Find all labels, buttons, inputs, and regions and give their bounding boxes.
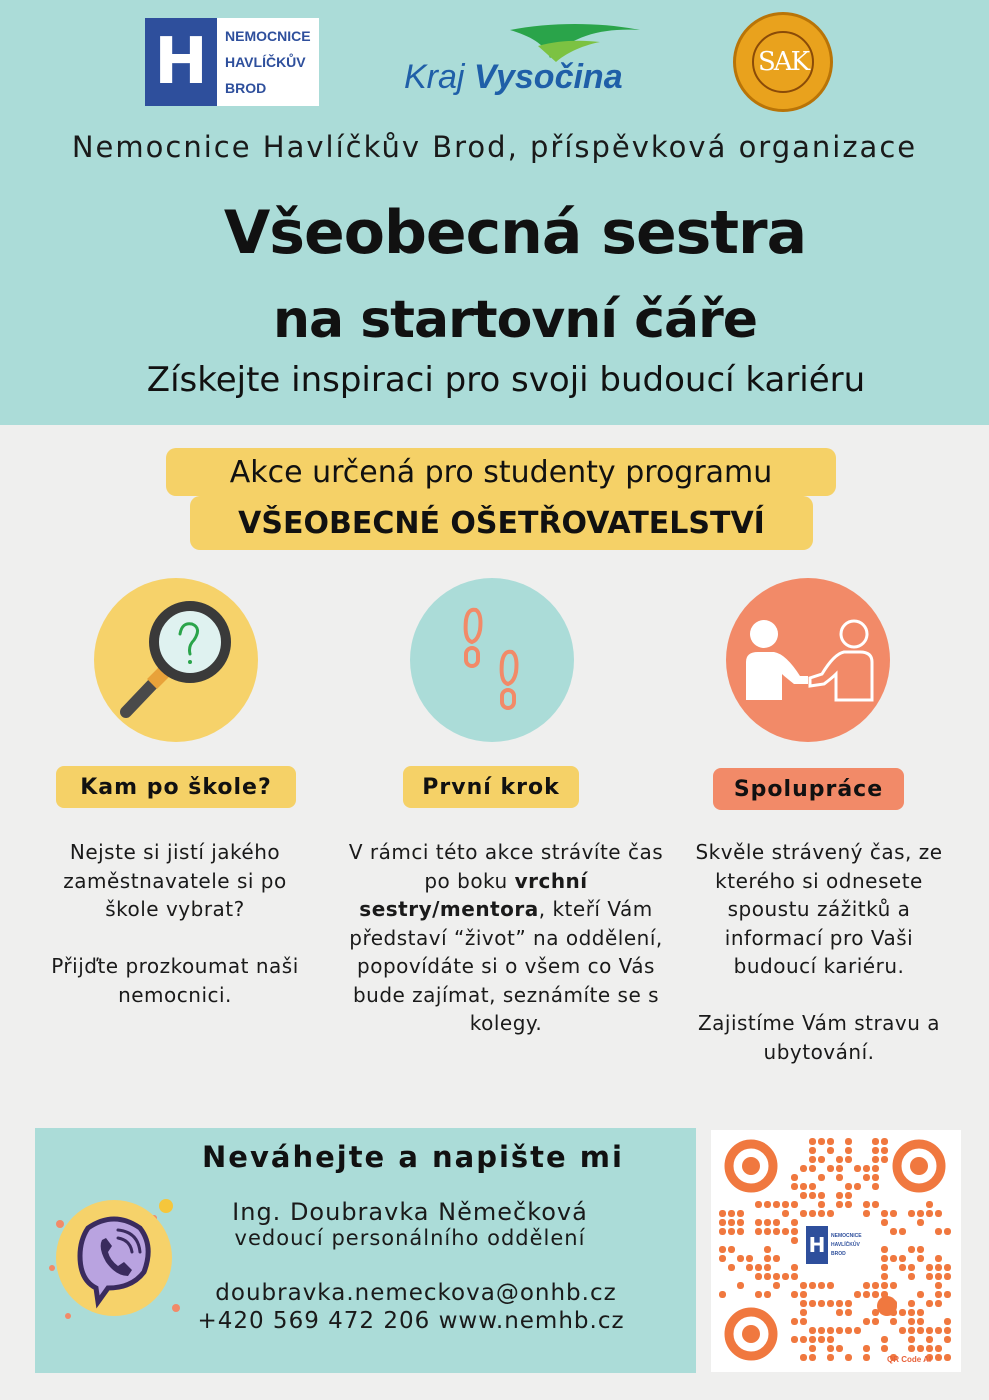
qr-module [917, 1255, 924, 1262]
qr-module [926, 1273, 933, 1280]
qr-module [809, 1300, 816, 1307]
qr-module [935, 1210, 942, 1217]
qr-module [791, 1219, 798, 1226]
qr-module [836, 1327, 843, 1334]
qr-module [917, 1291, 924, 1298]
qr-module [863, 1354, 870, 1361]
qr-module [809, 1327, 816, 1334]
hospital-logo [145, 18, 319, 106]
qr-module [872, 1147, 879, 1154]
qr-module [899, 1309, 906, 1316]
qr-module [935, 1228, 942, 1235]
qr-module [890, 1210, 897, 1217]
qr-module [773, 1255, 780, 1262]
qr-module [872, 1174, 879, 1181]
qr-module [719, 1228, 726, 1235]
qr-module [818, 1192, 825, 1199]
qr-module [944, 1354, 951, 1361]
qr-module [863, 1201, 870, 1208]
qr-module [854, 1165, 861, 1172]
qr-module [827, 1354, 834, 1361]
qr-module [764, 1255, 771, 1262]
qr-module [935, 1255, 942, 1262]
footprints-icon [410, 578, 574, 742]
qr-module [872, 1201, 879, 1208]
hospital-logo-line: NEMOCNICE [225, 28, 311, 44]
qr-module [872, 1318, 879, 1325]
qr-module [881, 1336, 888, 1343]
qr-module [809, 1354, 816, 1361]
page-title-line1: Všeobecná sestra [223, 198, 807, 268]
qr-module [836, 1300, 843, 1307]
qr-module [746, 1264, 753, 1271]
qr-center-logo-line: BROD [831, 1250, 846, 1257]
accreditation-seal-inner [752, 31, 814, 93]
qr-module [881, 1255, 888, 1262]
qr-module [890, 1228, 897, 1235]
column-paragraph: Zajistíme Vám stravu a ubytování. [697, 1011, 941, 1064]
qr-module [872, 1309, 879, 1316]
qr-module [872, 1282, 879, 1289]
qr-module [764, 1291, 771, 1298]
qr-module [764, 1246, 771, 1253]
qr-module [782, 1210, 789, 1217]
qr-center-logo-text [828, 1232, 862, 1259]
qr-module [917, 1345, 924, 1352]
qr-module [908, 1318, 915, 1325]
qr-module [755, 1201, 762, 1208]
qr-module [755, 1264, 762, 1271]
qr-module [890, 1282, 897, 1289]
qr-module [782, 1273, 789, 1280]
qr-module [737, 1255, 744, 1262]
qr-module [881, 1264, 888, 1271]
contact-role: vedoucí personálního oddělení [234, 1226, 586, 1250]
qr-module [944, 1318, 951, 1325]
qr-module [935, 1327, 942, 1334]
qr-module [827, 1336, 834, 1343]
column-text-part: V rámci této akce strávíte čas po boku [348, 840, 664, 893]
column-text-after-school [40, 838, 310, 1009]
hospital-logo-text [217, 23, 311, 101]
qr-module [773, 1201, 780, 1208]
qr-module [800, 1318, 807, 1325]
qr-module [872, 1183, 879, 1190]
qr-module [908, 1273, 915, 1280]
audience-banner-line2: VŠEOBECNÉ OŠETŘOVATELSTVÍ [190, 496, 813, 550]
hospital-logo-mark [145, 18, 217, 106]
qr-module [926, 1201, 933, 1208]
qr-module [719, 1255, 726, 1262]
qr-module [944, 1336, 951, 1343]
qr-module [773, 1219, 780, 1226]
qr-module [818, 1156, 825, 1163]
region-logo-word: Kraj [404, 58, 465, 96]
qr-module [836, 1174, 843, 1181]
viber-phone-icon [48, 1188, 188, 1328]
qr-module [845, 1138, 852, 1145]
qr-module [719, 1291, 726, 1298]
hospital-logo-line: BROD [225, 80, 267, 96]
hospital-logo-letter: H [154, 25, 208, 99]
qr-module [926, 1327, 933, 1334]
qr-module [800, 1183, 807, 1190]
qr-center-logo [806, 1222, 868, 1268]
column-paragraph [348, 838, 664, 1038]
qr-module [863, 1345, 870, 1352]
accreditation-seal-text: SAK [757, 47, 808, 77]
contact-name: Ing. Doubravka Němečková [232, 1198, 588, 1226]
qr-module [809, 1192, 816, 1199]
qr-module [800, 1291, 807, 1298]
qr-module [782, 1201, 789, 1208]
qr-module [944, 1273, 951, 1280]
qr-module [827, 1282, 834, 1289]
qr-module [818, 1174, 825, 1181]
qr-module [791, 1264, 798, 1271]
qr-module [899, 1264, 906, 1271]
column-text-first-step [348, 838, 664, 1038]
qr-module [908, 1327, 915, 1334]
qr-center-logo-line: HAVLÍČKŮV [831, 1241, 860, 1248]
qr-module [764, 1219, 771, 1226]
qr-module [827, 1138, 834, 1145]
qr-module [836, 1201, 843, 1208]
qr-module [863, 1291, 870, 1298]
qr-module [863, 1318, 870, 1325]
qr-module [737, 1210, 744, 1217]
qr-module [899, 1327, 906, 1334]
qr-module [845, 1183, 852, 1190]
qr-module [944, 1291, 951, 1298]
qr-module [818, 1300, 825, 1307]
qr-module [845, 1309, 852, 1316]
qr-module [935, 1291, 942, 1298]
qr-module [881, 1210, 888, 1217]
qr-module [908, 1300, 915, 1307]
qr-module [881, 1291, 888, 1298]
column-heading-after-school: Kam po škole? [56, 766, 296, 808]
qr-module [845, 1300, 852, 1307]
qr-module [800, 1165, 807, 1172]
qr-module [800, 1354, 807, 1361]
qr-module [944, 1327, 951, 1334]
qr-module [935, 1345, 942, 1352]
qr-module [746, 1255, 753, 1262]
qr-module [899, 1228, 906, 1235]
qr-module [818, 1210, 825, 1217]
qr-module [809, 1345, 816, 1352]
page-subtitle: Získejte inspiraci pro svoji budoucí kariéru [146, 360, 866, 400]
accreditation-seal [733, 12, 833, 112]
qr-module [836, 1309, 843, 1316]
qr-module [719, 1210, 726, 1217]
qr-module [755, 1219, 762, 1226]
qr-module [719, 1219, 726, 1226]
qr-module [854, 1291, 861, 1298]
qr-module [872, 1291, 879, 1298]
qr-module [773, 1228, 780, 1235]
qr-module [926, 1210, 933, 1217]
qr-module [890, 1255, 897, 1262]
qr-module [935, 1282, 942, 1289]
qr-module [827, 1210, 834, 1217]
qr-module [800, 1309, 807, 1316]
qr-module [926, 1300, 933, 1307]
qr-module [764, 1201, 771, 1208]
region-logo-text [404, 58, 623, 97]
qr-module [836, 1192, 843, 1199]
qr-module [818, 1327, 825, 1334]
qr-module [728, 1228, 735, 1235]
qr-module [791, 1228, 798, 1235]
qr-module [818, 1336, 825, 1343]
qr-module [881, 1156, 888, 1163]
qr-module [881, 1147, 888, 1154]
qr-module [872, 1138, 879, 1145]
qr-module [809, 1183, 816, 1190]
qr-module [791, 1336, 798, 1343]
column-text-cooperation [688, 838, 950, 1066]
qr-center-logo-letter: H [806, 1226, 828, 1264]
region-logo [400, 20, 645, 100]
qr-module [881, 1282, 888, 1289]
hospital-logo-line: HAVLÍČKŮV [225, 54, 306, 70]
contact-heading: Neváhejte a napište mi [202, 1140, 624, 1174]
qr-module [917, 1219, 924, 1226]
qr-module [881, 1273, 888, 1280]
qr-module [737, 1282, 744, 1289]
audience-banner-line1: Akce určená pro studenty programu [166, 448, 836, 496]
qr-module [863, 1174, 870, 1181]
qr-module [791, 1318, 798, 1325]
qr-module [782, 1228, 789, 1235]
qr-module [872, 1156, 879, 1163]
handshake-circle [726, 578, 890, 742]
qr-module [935, 1300, 942, 1307]
qr-center-logo-line: NEMOCNICE [831, 1232, 862, 1239]
qr-module [764, 1264, 771, 1271]
qr-module [908, 1264, 915, 1271]
page-title-line2: na startovní čáře [272, 290, 757, 350]
qr-module [899, 1255, 906, 1262]
qr-module [881, 1246, 888, 1253]
qr-module [908, 1246, 915, 1253]
column-heading-first-step: První krok [403, 766, 579, 808]
qr-module [845, 1147, 852, 1154]
qr-module [800, 1192, 807, 1199]
qr-module [791, 1174, 798, 1181]
magnifier-circle [94, 578, 258, 742]
qr-module [854, 1327, 861, 1334]
qr-module [827, 1165, 834, 1172]
qr-module [728, 1210, 735, 1217]
qr-module [800, 1300, 807, 1307]
qr-module [791, 1201, 798, 1208]
qr-module [935, 1354, 942, 1361]
qr-module [872, 1165, 879, 1172]
qr-module [836, 1165, 843, 1172]
qr-module [755, 1273, 762, 1280]
qr-module [791, 1273, 798, 1280]
qr-module [827, 1327, 834, 1334]
qr-module [881, 1138, 888, 1145]
qr-module [737, 1219, 744, 1226]
qr-module [854, 1183, 861, 1190]
column-text-bold: vrchní sestry/mentora [359, 868, 588, 921]
qr-module [926, 1345, 933, 1352]
qr-module [845, 1192, 852, 1199]
qr-module [827, 1345, 834, 1352]
qr-module [845, 1354, 852, 1361]
qr-module [917, 1246, 924, 1253]
qr-module [809, 1210, 816, 1217]
qr-module [737, 1228, 744, 1235]
qr-module [809, 1282, 816, 1289]
qr-module [791, 1291, 798, 1298]
qr-module [809, 1147, 816, 1154]
qr-module [728, 1264, 735, 1271]
qr-module [809, 1156, 816, 1163]
qr-module [917, 1309, 924, 1316]
organization-name: Nemocnice Havlíčkův Brod, příspěvková organizace [71, 130, 918, 164]
qr-module [881, 1219, 888, 1226]
column-paragraph: Nejste si jistí jakého zaměstnavatele si po škole vybrat? [63, 840, 287, 921]
qr-module [908, 1210, 915, 1217]
qr-module [944, 1264, 951, 1271]
qr-module [809, 1138, 816, 1145]
magnifier-question-icon [94, 578, 258, 742]
qr-module [773, 1273, 780, 1280]
qr-module [926, 1264, 933, 1271]
qr-module [845, 1156, 852, 1163]
qr-module [773, 1282, 780, 1289]
qr-module [818, 1138, 825, 1145]
qr-code[interactable] [711, 1130, 961, 1372]
qr-module [845, 1327, 852, 1334]
handshake-icon [726, 578, 890, 742]
contact-phone-web[interactable]: +420 569 472 206 www.nemhb.cz [197, 1308, 625, 1334]
column-text-part: , kteří Vám představí “život” na oddělení, popovídáte si o všem co Vás bude zajímat, seznámíte se s kolegy. [349, 897, 663, 1035]
qr-module [917, 1327, 924, 1334]
qr-module [764, 1273, 771, 1280]
region-logo-word-bold: Vysočina [473, 58, 623, 96]
qr-module [836, 1156, 843, 1163]
contact-email-link[interactable]: doubravka.nemeckova@onhb.cz [215, 1280, 617, 1306]
qr-module [881, 1345, 888, 1352]
column-heading-cooperation: Spolupráce [713, 768, 904, 810]
qr-module [809, 1165, 816, 1172]
qr-module [890, 1318, 897, 1325]
column-paragraph: Skvěle strávený čas, ze kterého si odnesete spoustu zážitků a informací pro Vaši budoucí kariéru. [695, 840, 943, 978]
qr-module [863, 1282, 870, 1289]
qr-module [863, 1210, 870, 1217]
qr-module [809, 1336, 816, 1343]
qr-brand-label: QR Code AI [887, 1355, 932, 1364]
qr-module [935, 1273, 942, 1280]
qr-module [908, 1336, 915, 1343]
footprints-circle [410, 578, 574, 742]
qr-module [836, 1345, 843, 1352]
qr-module [863, 1165, 870, 1172]
qr-module [908, 1345, 915, 1352]
column-paragraph: Přijďte prozkoumat naši nemocnici. [51, 954, 299, 1007]
qr-module [827, 1147, 834, 1154]
qr-module [728, 1246, 735, 1253]
qr-module [800, 1282, 807, 1289]
qr-module [917, 1318, 924, 1325]
qr-module [818, 1282, 825, 1289]
qr-module [818, 1201, 825, 1208]
qr-module [755, 1291, 762, 1298]
qr-module [935, 1264, 942, 1271]
qr-module [926, 1336, 933, 1343]
qr-module [800, 1210, 807, 1217]
qr-module [890, 1309, 897, 1316]
qr-module [890, 1300, 897, 1307]
qr-module [719, 1246, 726, 1253]
qr-module [827, 1300, 834, 1307]
qr-module [728, 1219, 735, 1226]
qr-module [845, 1201, 852, 1208]
qr-module [791, 1237, 798, 1244]
qr-module [764, 1228, 771, 1235]
qr-module [791, 1183, 798, 1190]
qr-module [944, 1228, 951, 1235]
qr-module [800, 1336, 807, 1343]
qr-module [917, 1210, 924, 1217]
qr-module [755, 1228, 762, 1235]
qr-module [908, 1309, 915, 1316]
